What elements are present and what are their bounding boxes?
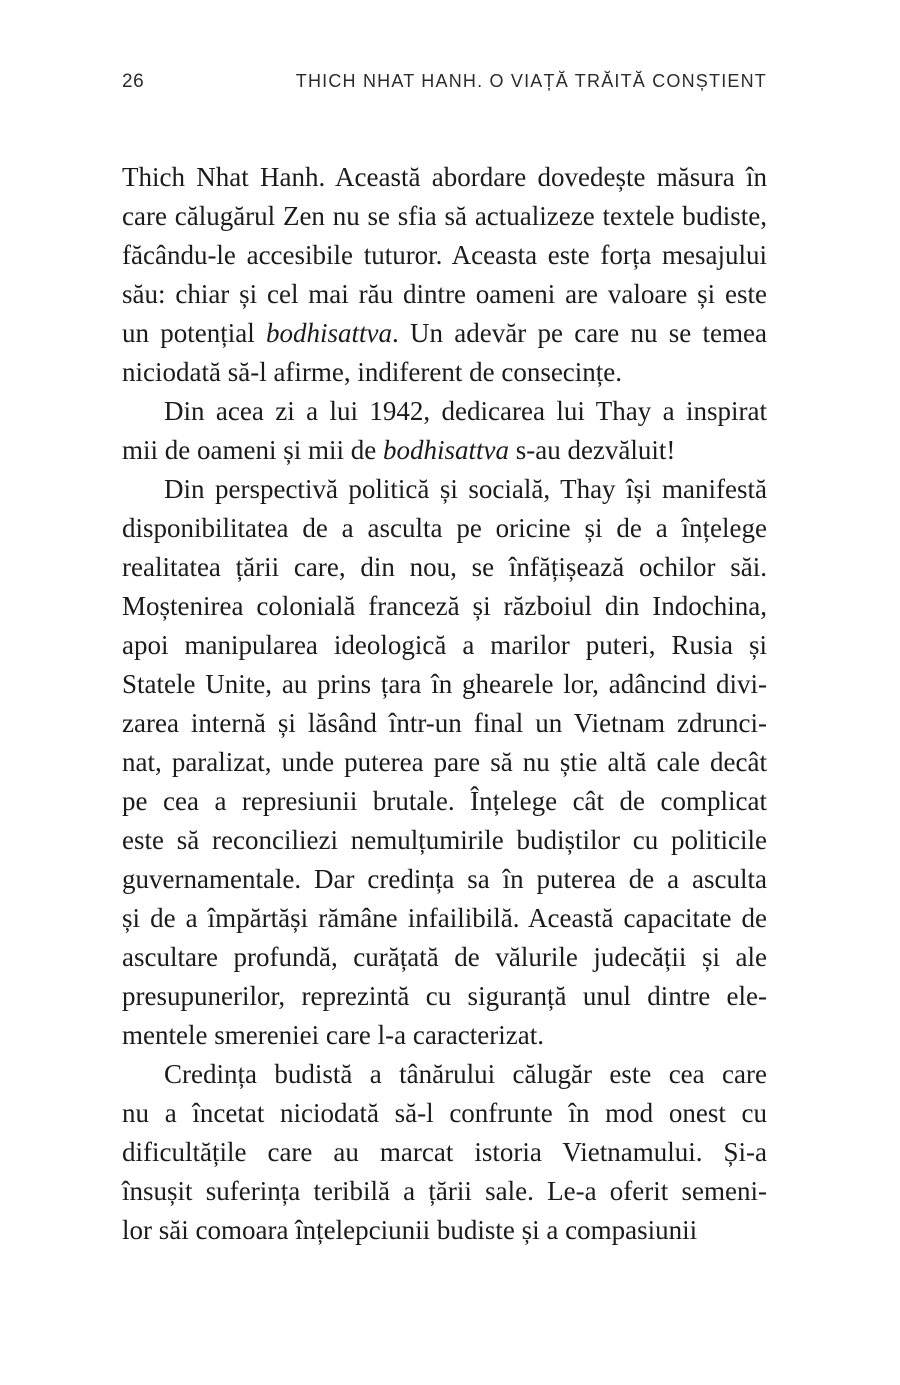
paragraph [122,392,767,470]
text-line: niciodată să-l afirme, indiferent de consecințe. [122,357,623,387]
text-line: care călugărul Zen nu se sfia să actualizeze textele budiste, [122,201,767,231]
italic-term: bodhisattva [382,435,509,465]
text-line: ascultare profundă, curățată de vălurile judecății și ale [122,942,767,972]
text-line: un potențial bodhisattva. Un adevăr pe care nu se temea [122,318,767,348]
text-line: nat, paralizat, unde puterea pare să nu știe altă cale decât [122,747,767,777]
text-line: Din perspectivă politică și socială, Thay își manifestă [164,474,767,504]
italic-term: bodhisattva [266,318,393,348]
paragraph [122,1055,767,1250]
text-line: apoi manipularea ideologică a marilor puteri, Rusia și [122,630,767,660]
running-head [122,71,767,93]
text-line: și de a împărtăși rămâne infailibilă. Această capacitate de [122,903,767,933]
text-line: disponibilitatea de a asculta pe oricine și de a înțelege [122,513,767,543]
body-text [122,158,767,1250]
text-line: realitatea țării care, din nou, se înfățișează ochilor săi. [122,552,767,582]
text-line: dificultățile care au marcat istoria Vietnamului. Și-a [122,1137,767,1167]
text-line: lor săi comoara înțelepciunii budiste și a compasiunii [122,1215,698,1245]
text-line: pe cea a represiunii brutale. Înțelege cât de complicat [122,786,767,816]
paragraph [122,158,767,392]
text-line: Statele Unite, au prins țara în ghearele lor, adâncind divi- [122,669,767,699]
text-line: mii de oameni și mii de bodhisattva s-au dezvăluit! [122,435,676,465]
text-line: Thich Nhat Hanh. Această abordare dovedește măsura în [122,162,767,192]
text-line: nu a încetat niciodată să-l confrunte în mod onest cu [122,1098,767,1128]
text-line: însușit suferința teribilă a țării sale. Le-a oferit semeni- [122,1176,767,1206]
text-line: zarea internă și lăsând într-un final un Vietnam zdrunci- [122,708,767,738]
text-line: Din acea zi a lui 1942, dedicarea lui Thay a inspirat [164,396,767,426]
running-header-title: THICH NHAT HANH. O VIAȚĂ TRĂITĂ CONȘTIENT [295,71,767,91]
text-line: Moștenirea colonială franceză și războiul din Indochina, [122,591,767,621]
text-line: guvernamentale. Dar credința sa în puterea de a asculta [122,864,767,894]
text-line: este să reconciliezi nemulțumirile budiștilor cu politicile [122,825,767,855]
text-line: Credința budistă a tânărului călugăr este cea care [164,1059,767,1089]
text-line: presupunerilor, reprezintă cu siguranță unul dintre ele- [122,981,767,1011]
page-number: 26 [122,71,145,92]
text-line: său: chiar și cel mai rău dintre oameni are valoare și este [122,279,767,309]
paragraph [122,470,767,1055]
text-line: mentele smereniei care l-a caracterizat. [122,1020,544,1050]
text-line: făcându-le accesibile tuturor. Aceasta este forța mesajului [122,240,767,270]
